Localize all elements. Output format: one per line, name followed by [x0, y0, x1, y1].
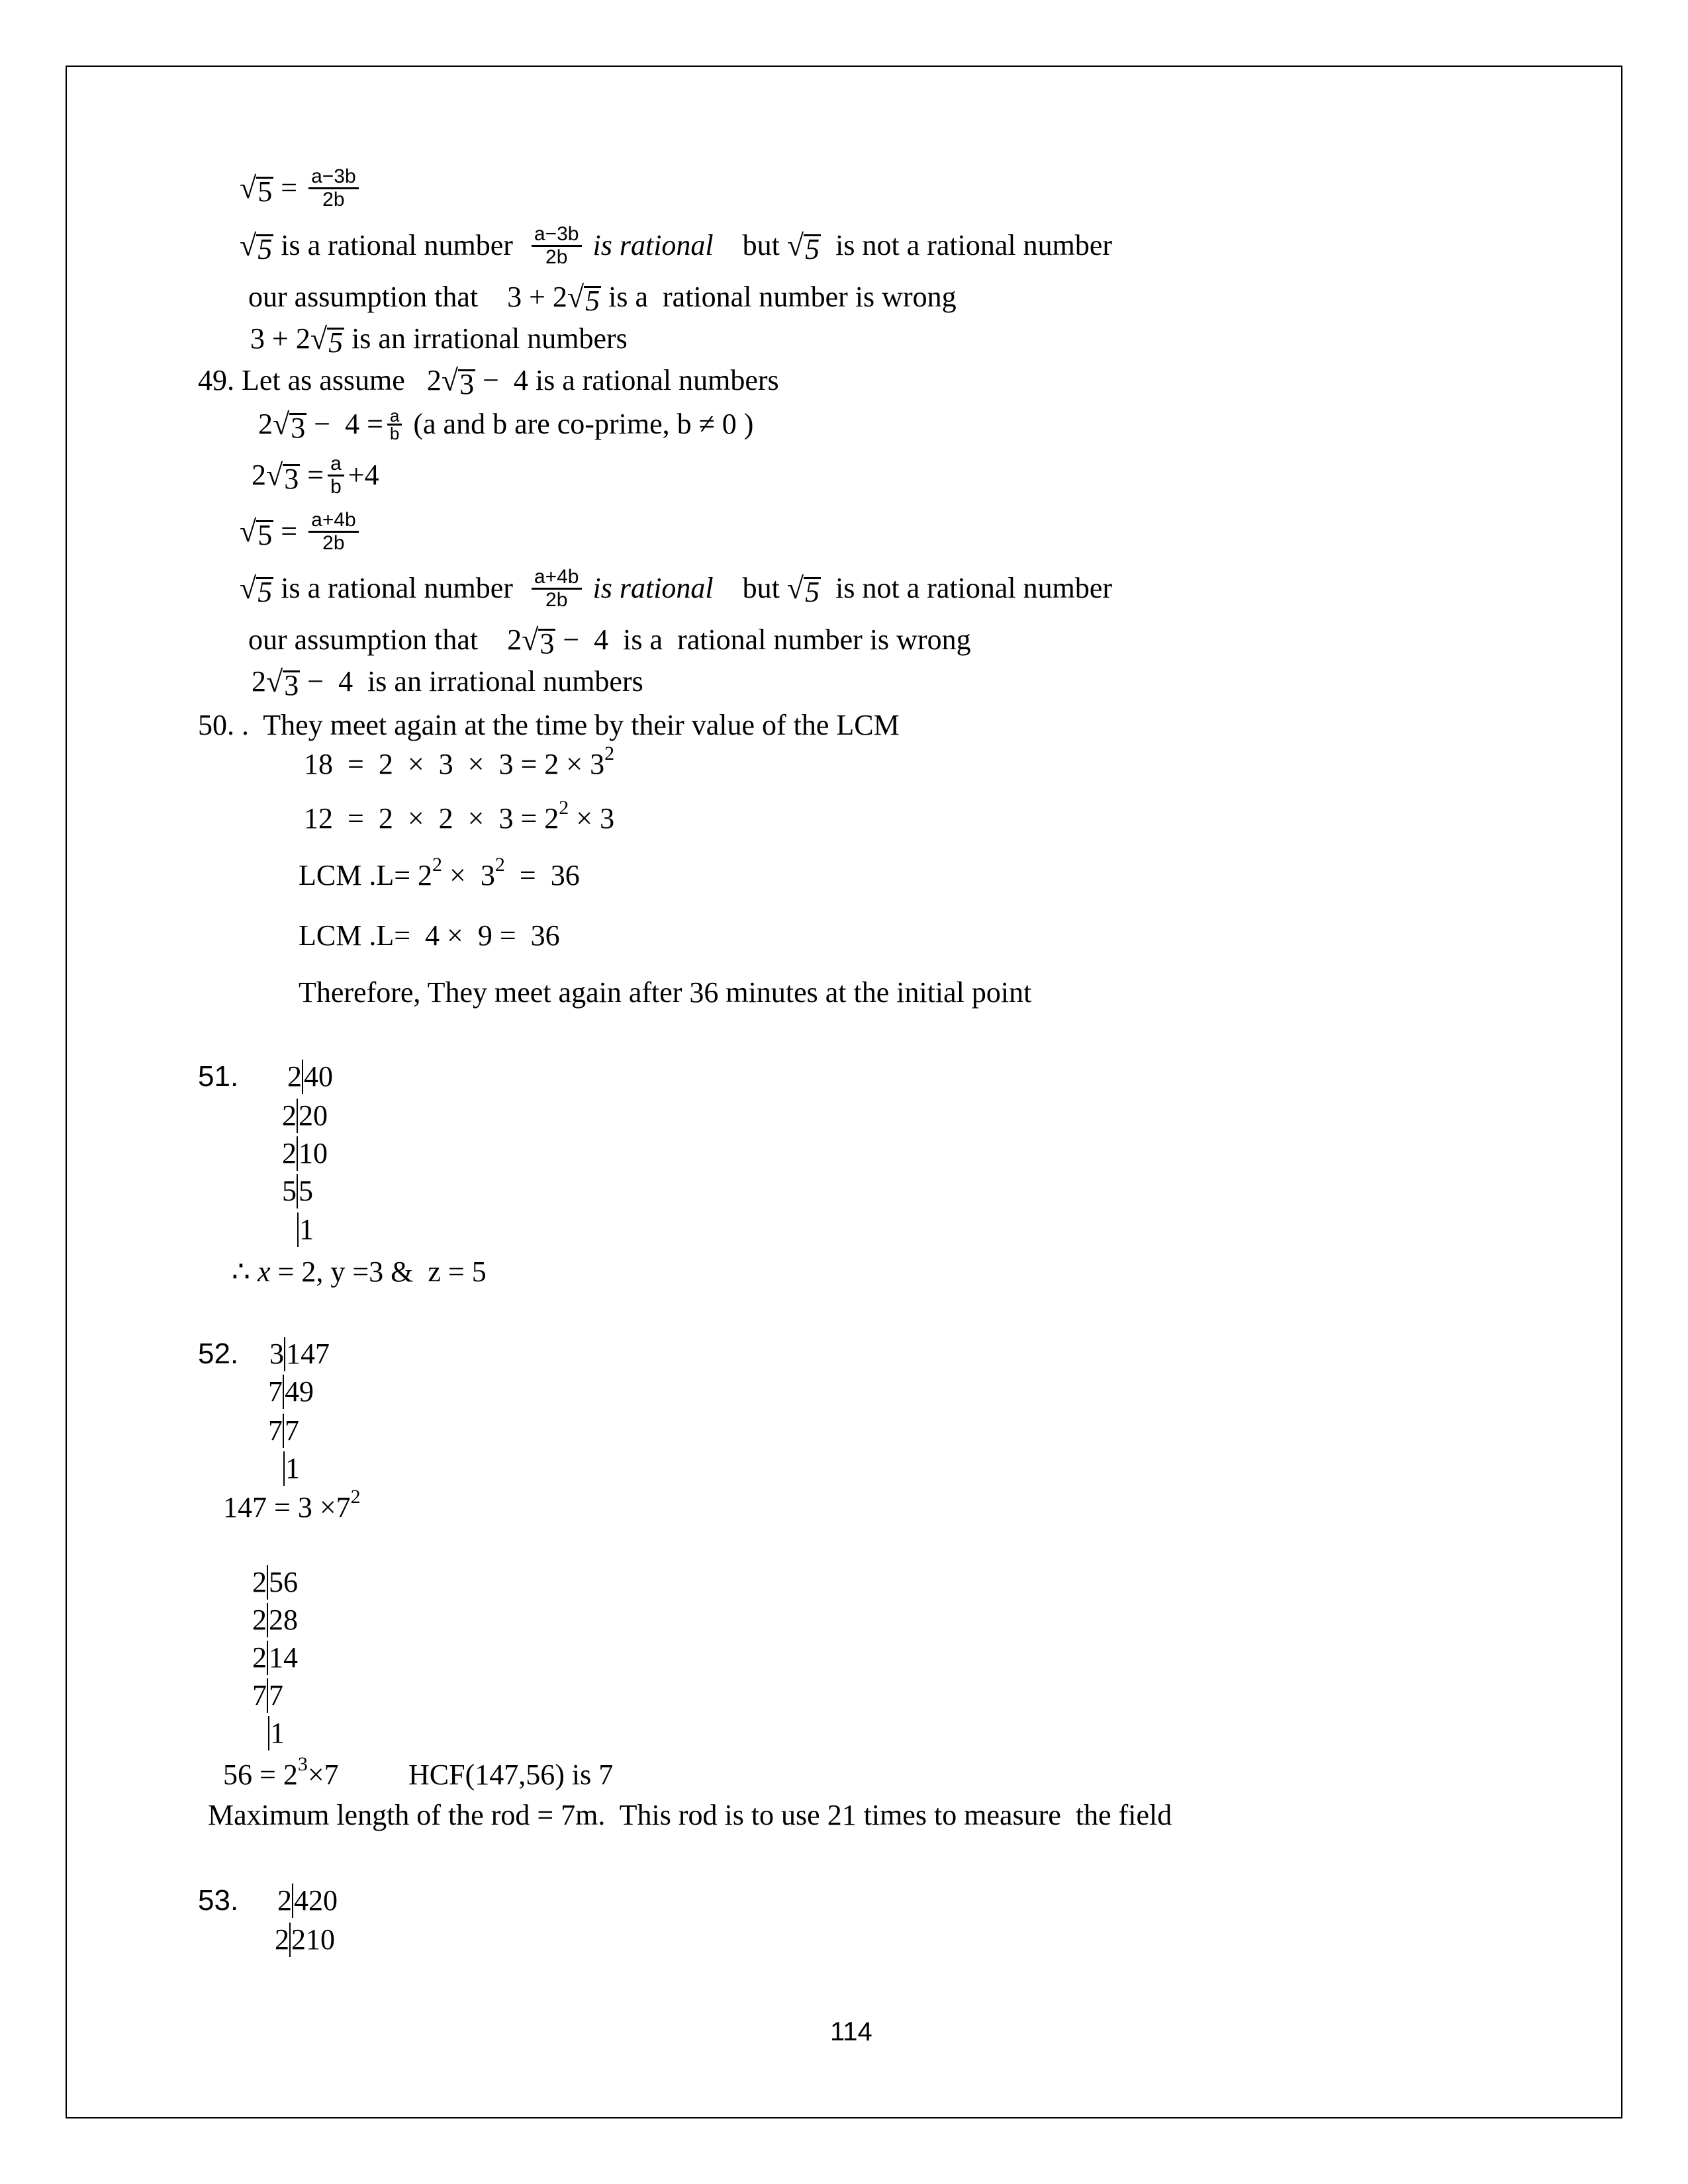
- text-line: [248, 280, 957, 317]
- text-line: [275, 1923, 335, 1957]
- text-run: × 3: [442, 859, 495, 891]
- text-run: 5: [282, 1175, 297, 1207]
- page-number: 114: [830, 2017, 872, 2046]
- text-run: is a rational number: [273, 572, 528, 604]
- text-run: is rational: [585, 572, 714, 604]
- text-line: [282, 1174, 313, 1208]
- text-line: [268, 1375, 314, 1409]
- square-root: [787, 228, 821, 263]
- text-run: is not a rational number: [821, 229, 1113, 261]
- text-run: 2: [252, 1566, 267, 1598]
- division-quotient: 40: [302, 1060, 333, 1094]
- square-root: [787, 571, 821, 606]
- text-run: is rational: [585, 229, 714, 261]
- text-run: but: [713, 229, 787, 261]
- division-quotient: 210: [289, 1923, 335, 1957]
- text-line: [304, 743, 615, 782]
- text-run: =: [273, 171, 305, 204]
- square-root: [266, 458, 300, 495]
- text-line: [198, 1884, 238, 1918]
- text-run: 147 = 3 ×7: [223, 1491, 351, 1524]
- text-run: 2: [258, 408, 273, 440]
- denominator: 2b: [545, 588, 568, 611]
- radicand: 3: [291, 412, 306, 444]
- text-run: 3: [269, 1338, 284, 1370]
- fraction: [308, 166, 359, 210]
- text-run: is a rational number is wrong: [601, 281, 957, 313]
- fraction: [532, 567, 582, 611]
- text-line: [287, 1060, 333, 1094]
- square-root: [567, 280, 601, 317]
- superscript: 2: [559, 797, 569, 819]
- division-quotient: 14: [267, 1641, 298, 1675]
- text-line: [282, 1099, 328, 1133]
- numerator: a: [328, 453, 344, 477]
- division-quotient: 5: [297, 1174, 313, 1208]
- radical-sign-icon: √: [240, 571, 257, 605]
- denominator: b: [389, 423, 400, 443]
- text-run: 49. Let as assume 2: [198, 364, 442, 396]
- radical-sign-icon: √: [273, 407, 290, 441]
- text-run: 51.: [198, 1060, 239, 1093]
- division-quotient: 1: [283, 1451, 300, 1486]
- denominator: 2b: [322, 531, 345, 554]
- text-line: [248, 623, 971, 660]
- text-run: = 36: [504, 859, 580, 891]
- text-line: [252, 1603, 298, 1637]
- radicand: 5: [585, 285, 600, 317]
- denominator: b: [330, 475, 342, 498]
- numerator: a+4b: [308, 510, 359, 533]
- text-run: 7: [252, 1679, 267, 1711]
- text-line: [269, 1337, 330, 1371]
- square-root: [522, 623, 555, 660]
- radical-sign-icon: √: [441, 363, 459, 397]
- text-line: [268, 1716, 285, 1751]
- radical-sign-icon: √: [310, 322, 328, 355]
- text-run: 2: [277, 1884, 292, 1917]
- text-run: 2: [275, 1923, 289, 1956]
- square-root: [273, 407, 306, 444]
- text-run: 7: [268, 1375, 283, 1408]
- text-run: 2: [287, 1060, 302, 1093]
- text-run: +4: [348, 459, 379, 491]
- text-run: 2: [252, 1641, 267, 1674]
- text-run: our assumption that 2: [248, 623, 522, 656]
- text-run: HCF(147,56) is 7: [408, 1758, 614, 1791]
- text-run: =: [300, 459, 324, 491]
- text-line: [208, 1798, 1172, 1833]
- text-run: ×7: [307, 1758, 339, 1791]
- text-run: ∴: [232, 1255, 258, 1288]
- division-quotient: 1: [297, 1212, 314, 1247]
- square-root: [310, 322, 344, 359]
- text-run: × 3: [569, 802, 615, 835]
- text-line: [252, 1678, 283, 1713]
- radical-sign-icon: √: [567, 280, 585, 314]
- radical-sign-icon: √: [240, 171, 257, 205]
- text-run: 2: [282, 1137, 297, 1169]
- text-run: x: [258, 1255, 271, 1288]
- text-run: − 4 is a rational number is wrong: [555, 623, 971, 656]
- text-run: 2: [282, 1099, 297, 1132]
- square-root: [266, 664, 300, 702]
- text-line: [299, 854, 580, 893]
- text-line: [240, 165, 363, 210]
- text-run: is not a rational number: [821, 572, 1113, 604]
- text-line: [299, 919, 560, 953]
- text-line: [282, 1136, 328, 1171]
- text-run: but: [713, 572, 787, 604]
- text-line: [268, 1414, 299, 1448]
- text-line: [198, 363, 779, 398]
- division-quotient: 147: [284, 1337, 330, 1371]
- numerator: a−3b: [308, 166, 359, 189]
- superscript: 2: [350, 1486, 361, 1508]
- text-line: [408, 1758, 613, 1792]
- text-run: 53.: [198, 1884, 239, 1917]
- fraction: [308, 510, 359, 554]
- text-run: 2: [252, 1604, 267, 1636]
- text-run: − 4 is a rational numbers: [475, 364, 779, 396]
- text-run: = 2, y =3 & z = 5: [270, 1255, 487, 1288]
- superscript: 2: [604, 743, 615, 764]
- radicand: 3: [284, 669, 299, 702]
- radical-sign-icon: √: [266, 458, 283, 492]
- radicand: 5: [258, 576, 273, 608]
- text-run: 50. . They meet again at the time by their value of the LCM: [198, 709, 900, 741]
- numerator: a+4b: [532, 567, 582, 590]
- radicand: 3: [539, 627, 555, 660]
- radicand: 5: [805, 576, 820, 608]
- text-run: − 4 =: [306, 408, 383, 440]
- fraction: [387, 405, 402, 443]
- radicand: 5: [258, 233, 273, 265]
- text-line: [232, 1255, 487, 1289]
- text-line: [240, 565, 1113, 611]
- radicand: 3: [284, 463, 299, 495]
- division-quotient: 10: [297, 1136, 328, 1171]
- radicand: 5: [258, 519, 273, 551]
- division-quotient: 7: [267, 1678, 283, 1713]
- text-run: 2: [252, 665, 266, 698]
- denominator: 2b: [545, 246, 568, 268]
- text-run: − 4 is an irrational numbers: [300, 665, 643, 698]
- division-quotient: 56: [267, 1565, 298, 1600]
- text-run: 2: [252, 459, 266, 491]
- text-run: LCM .L= 4 × 9 = 36: [299, 919, 560, 952]
- fraction: [532, 224, 582, 268]
- division-quotient: 28: [267, 1603, 298, 1637]
- text-run: 56 = 2: [223, 1758, 298, 1791]
- text-line: [252, 1641, 298, 1675]
- text-run: 52.: [198, 1338, 239, 1370]
- text-run: =: [273, 515, 305, 547]
- square-root: [240, 514, 273, 549]
- radical-sign-icon: √: [786, 228, 804, 262]
- superscript: 2: [432, 854, 443, 876]
- text-line: [223, 1486, 361, 1525]
- text-line: [304, 797, 615, 836]
- superscript: 2: [494, 854, 505, 876]
- text-run: our assumption that 3 + 2: [248, 281, 567, 313]
- radicand: 3: [459, 368, 475, 400]
- square-root: [442, 363, 475, 398]
- square-root: [240, 571, 273, 606]
- division-quotient: 420: [292, 1884, 338, 1918]
- square-root: [240, 171, 273, 208]
- numerator: a: [387, 408, 402, 426]
- text-line: [198, 1060, 238, 1094]
- text-line: [252, 452, 379, 498]
- text-run: is a rational number: [273, 229, 528, 261]
- text-line: [240, 508, 363, 554]
- text-run: Maximum length of the rod = 7m. This rod is to use 21 times to measure the field: [208, 1799, 1172, 1831]
- superscript: 3: [297, 1753, 308, 1775]
- division-quotient: 7: [283, 1414, 299, 1448]
- fraction: [328, 453, 344, 498]
- radical-sign-icon: √: [240, 228, 257, 262]
- text-run: is an irrational numbers: [344, 322, 628, 355]
- division-quotient: 49: [283, 1375, 314, 1409]
- square-root: [240, 228, 273, 263]
- text-line: [198, 1337, 238, 1371]
- text-line: [223, 1753, 339, 1792]
- radical-sign-icon: √: [522, 623, 539, 657]
- division-quotient: 20: [297, 1099, 328, 1133]
- text-line: [258, 405, 754, 444]
- radical-sign-icon: √: [240, 514, 257, 548]
- text-line: [252, 1565, 298, 1600]
- text-line: [198, 708, 900, 743]
- text-run: Therefore, They meet again after 36 minutes at the initial point: [299, 976, 1032, 1009]
- radical-sign-icon: √: [266, 664, 283, 698]
- denominator: 2b: [322, 188, 345, 210]
- division-quotient: 1: [268, 1716, 285, 1751]
- text-run: 7: [268, 1414, 283, 1447]
- text-run: (a and b are co-prime, b ≠ 0 ): [406, 408, 754, 440]
- text-line: [277, 1884, 338, 1918]
- text-run: 3 + 2: [250, 322, 310, 355]
- text-line: [252, 664, 643, 702]
- radicand: 5: [805, 233, 820, 265]
- text-run: 12 = 2 × 2 × 3 = 2: [304, 802, 559, 835]
- radicand: 5: [328, 326, 344, 359]
- radicand: 5: [258, 175, 273, 208]
- text-line: [297, 1212, 314, 1247]
- text-line: [283, 1451, 300, 1486]
- text-run: LCM .L= 2: [299, 859, 433, 891]
- text-line: [240, 222, 1113, 268]
- numerator: a−3b: [532, 224, 582, 247]
- text-line: [299, 976, 1031, 1010]
- text-line: [250, 322, 628, 359]
- text-run: 18 = 2 × 3 × 3 = 2 × 3: [304, 748, 605, 780]
- radical-sign-icon: √: [786, 571, 804, 605]
